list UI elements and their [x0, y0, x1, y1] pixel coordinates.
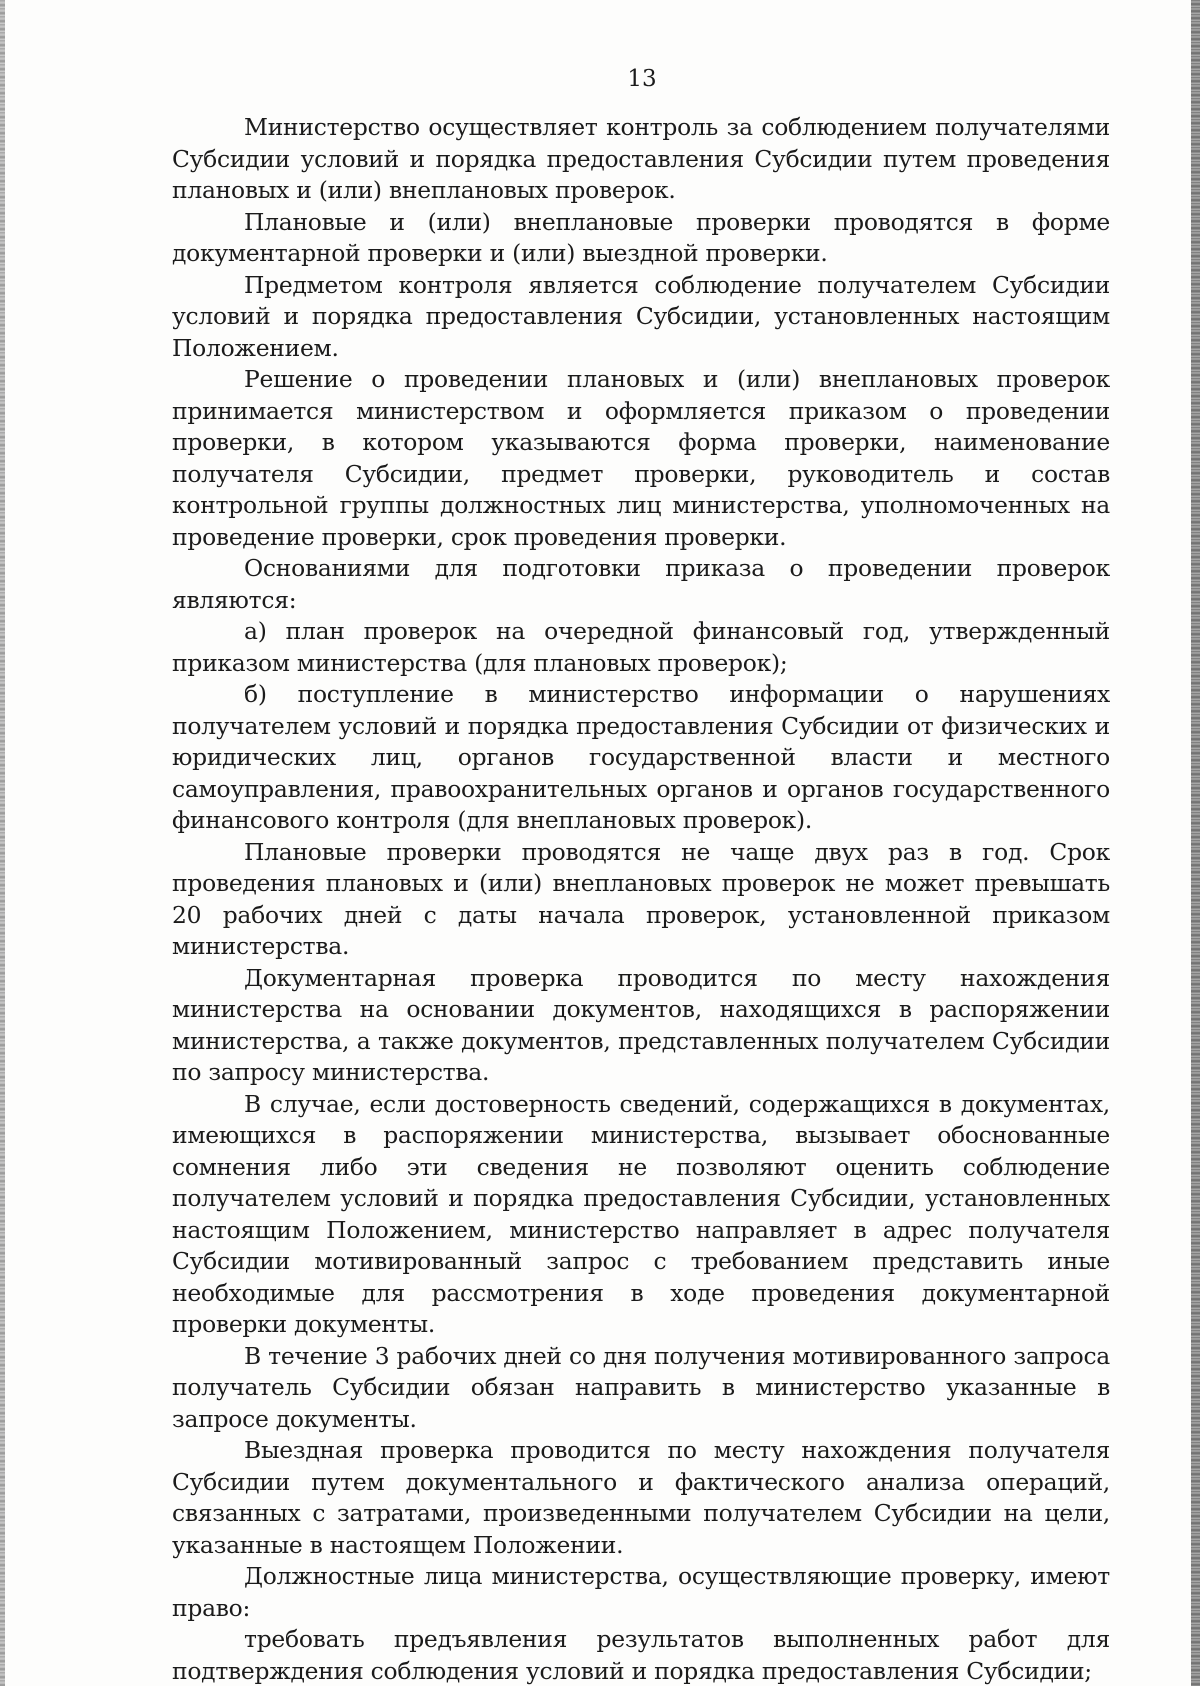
paragraph-doubts: В случае, если достоверность сведений, содержащихся в документах, имеющихся в распоряжении министерства, вызывает обоснованные сомнения либо эти сведения не позволяют оценить соблюдение получателем условий и порядка предоставления Субсидии, установленных настоящим Положением, министерство направляет в адрес получателя Субсидии мотивированный запрос с требованием представить иные необходимые для рассмотрения в ходе проведения документарной проверки документы. [172, 1089, 1110, 1338]
scan-edge-left [0, 0, 5, 1686]
paragraph-frequency: Плановые проверки проводятся не чаще двух раз в год. Срок проведения плановых и (или) внеплановых проверок не может превышать 20 рабочих дней с даты начала проверок, установленной приказом министерства. [172, 837, 1110, 960]
paragraph-right-results: требовать предъявления результатов выполненных работ для подтверждения соблюдения условий и порядка предоставления Субсидии; [172, 1625, 1110, 1685]
paragraph-rights: Должностные лица министерства, осуществляющие проверку, имеют право: [172, 1562, 1110, 1622]
paragraph-control: Министерство осуществляет контроль за соблюдением получателями Субсидии условий и порядка предоставления Субсидии путем проведения плановых и (или) внеплановых проверок. [172, 113, 1110, 204]
body-text [172, 112, 1110, 1687]
paragraph-decision: Решение о проведении плановых и (или) внеплановых проверок принимается министерством и оформляется приказом о проведении проверки, в котором указываются форма проверки, наименование получателя Субсидии, предмет проверки, руководитель и состав контрольной группы должностных лиц министерства, уполномоченных на проведение проверки, срок проведения проверки. [172, 365, 1110, 551]
paragraph-field-check: Выездная проверка проводится по месту нахождения получателя Субсидии путем документального и фактического анализа операций, связанных с затратами, произведенными получателем Субсидии на цели, указанные в настоящем Положении. [172, 1436, 1110, 1559]
paragraph-subject: Предметом контроля является соблюдение получателем Субсидии условий и порядка предоставления Субсидии, установленных настоящим Положением. [172, 270, 1110, 362]
paragraph-grounds-b: б) поступление в министерство информации о нарушениях получателем условий и порядка предоставления Субсидии от физических и юридических лиц, органов государственной власти и местного самоуправления, правоохранительных органов и органов государственного финансового контроля (для внеплановых проверок). [172, 680, 1110, 834]
scan-edge-right [1191, 0, 1200, 1686]
page-number: 13 [627, 66, 657, 92]
paragraph-deadline: В течение 3 рабочих дней со дня получения мотивированного запроса получатель Субсидии обязан направить в министерство указанные в запросе документы. [172, 1341, 1110, 1433]
paragraph-documentary: Документарная проверка проводится по месту нахождения министерства на основании документов, находящихся в распоряжении министерства, а также документов, представленных получателем Субсидии по запросу министерства. [172, 963, 1110, 1086]
paragraph-check-forms: Плановые и (или) внеплановые проверки проводятся в форме документарной проверки и (или) выездной проверки. [172, 207, 1110, 267]
paragraph-grounds: Основаниями для подготовки приказа о проведении проверок являются: [172, 554, 1110, 614]
paragraph-grounds-a: а) план проверок на очередной финансовый год, утвержденный приказом министерства (для плановых проверок); [172, 617, 1110, 677]
